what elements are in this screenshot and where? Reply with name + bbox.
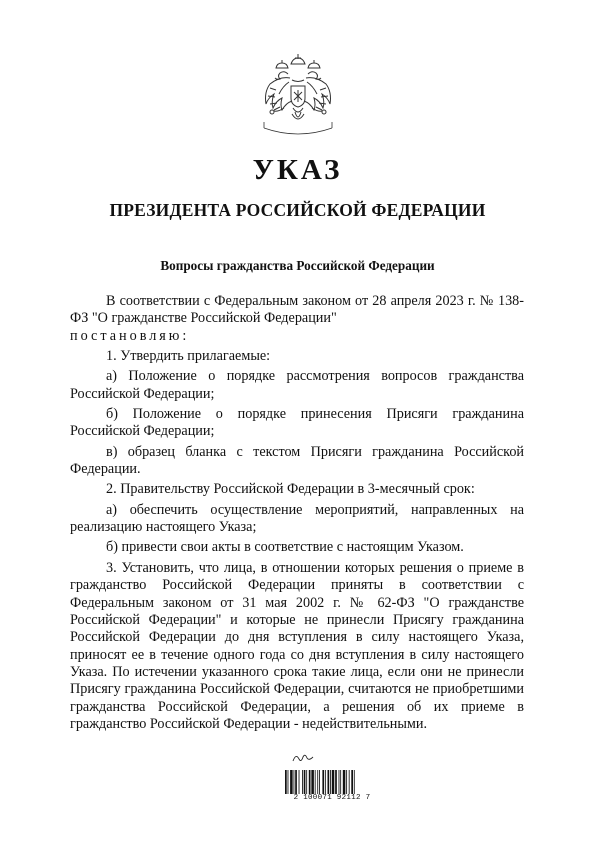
barcode-bar [302, 770, 303, 794]
document-subtitle: ПРЕЗИДЕНТА РОССИЙСКОЙ ФЕДЕРАЦИИ [109, 200, 486, 220]
barcode-bar [332, 770, 335, 794]
barcode-bar [346, 770, 347, 794]
barcode-bar [311, 770, 314, 794]
clause-1a: а) Положение о порядке рассмотрения вопросов гражданства Российской Федерации; [70, 368, 524, 402]
barcode-bar [319, 770, 320, 794]
barcode-bar [294, 770, 295, 794]
barcode-bar [309, 770, 311, 794]
clause-3: 3. Установить, что лица, в отношении которых решения о приеме в гражданство Российской Федерации приняты в соответствии с Федеральным законом от 31 мая 2002 г. № 62-ФЗ "О гражданстве Российской Федерации" и которые не принесли Присягу гражданина Российской Федерации до дня вступления в силу настоящего Указа, приносят ее в течение одного года со дня вступления в силу настоящего Указа. По истечении указанного срока такие лица, если они не принесли Присягу гражданина Российской Федерации, считаются не приобретшими гражданства Российской Федерации, а решения об их приеме в гражданство Российской Федерации - недействительными. [70, 559, 524, 732]
decree-word: постановляю: [70, 327, 190, 344]
barcode-bar [322, 770, 324, 794]
handwritten-mark-icon [292, 752, 314, 764]
clause-1b: б) Положение о порядке принесения Присяги гражданина Российской Федерации; [70, 406, 524, 440]
barcode-bar [349, 770, 350, 794]
barcode-bar [295, 770, 297, 794]
barcode-bar [304, 770, 306, 794]
barcode-bar [317, 770, 318, 794]
barcode-bar [354, 770, 355, 794]
barcode-bar [290, 770, 293, 794]
decree-body [70, 293, 524, 733]
barcode-bar [285, 770, 287, 794]
coat-of-arms-icon [262, 52, 334, 138]
clause-2b: б) привести свои акты в соответствие с настоящим Указом. [106, 539, 464, 556]
barcode-bar [299, 770, 300, 794]
barcode-number: 2 100071 92112 7 [293, 794, 371, 802]
barcode-bar [328, 770, 330, 794]
intro-text: В соответствии с Федеральным законом от 28 апреля 2023 г. № 138-ФЗ "О гражданстве Российской Федерации" [70, 293, 524, 327]
decree-subject: Вопросы гражданства Российской Федерации [160, 258, 435, 273]
clause-1c: в) образец бланка с текстом Присяги гражданина Российской Федерации. [70, 443, 524, 478]
clause-1: 1. Утвердить прилагаемые: [106, 348, 271, 365]
barcode-bar [325, 770, 326, 794]
barcode-bar [343, 770, 346, 794]
clause-2a: а) обеспечить осуществление мероприятий, направленных на реализацию настоящего Указа; [70, 501, 524, 536]
barcode-bar [330, 770, 331, 794]
barcode-bar [306, 770, 307, 794]
barcode-bar [288, 770, 289, 794]
barcode-bar [315, 770, 316, 794]
barcode-icon [284, 770, 380, 794]
barcode-bar [335, 770, 337, 794]
barcode-bar [351, 770, 353, 794]
barcode-bar [339, 770, 340, 794]
barcode-bar [340, 770, 341, 794]
clause-2: 2. Правительству Российской Федерации в 3-месячный срок: [106, 481, 475, 498]
intro-paragraph [70, 293, 524, 345]
barcode-block [284, 752, 380, 806]
document-title: УКАЗ [252, 154, 343, 186]
